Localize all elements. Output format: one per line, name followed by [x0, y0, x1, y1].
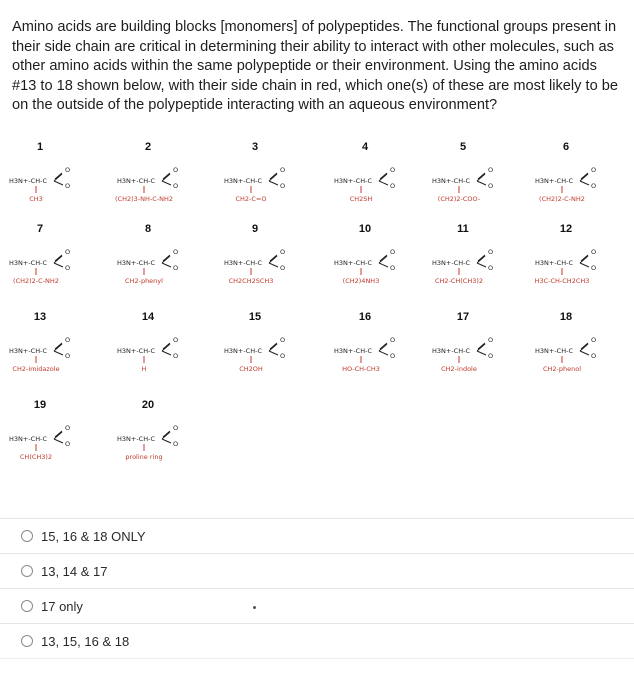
carboxyl-bonds [54, 255, 63, 267]
structure-number: 13 [33, 311, 47, 323]
option-2-label[interactable]: 13, 14 & 17 [41, 563, 108, 579]
amino-acid-15 [224, 311, 285, 373]
carboxylate-oxygen: O [173, 440, 179, 448]
option-2[interactable] [0, 553, 634, 588]
carbonyl-oxygen: O [65, 424, 71, 432]
option-3-label[interactable]: 17 only [41, 598, 83, 614]
carboxylate-oxygen: O [280, 352, 286, 360]
carboxylate-oxygen: O [488, 352, 494, 360]
backbone-label: H3N+-CH-C [224, 347, 262, 355]
backbone-label: H3N+-CH-C [9, 347, 47, 355]
carboxyl-bonds [54, 173, 63, 185]
backbone-label: H3N+-CH-C [224, 259, 262, 267]
option-1-label[interactable]: 15, 16 & 18 ONLY [41, 528, 146, 544]
carboxyl-bonds [477, 173, 486, 185]
side-chain-label: (CH2)2-C-NH2 [13, 277, 59, 285]
backbone-label: H3N+-CH-C [535, 177, 573, 185]
carboxyl-bonds [477, 343, 486, 355]
backbone-label: H3N+-CH-C [432, 177, 470, 185]
side-chain-label: H3C-CH-CH2CH3 [534, 277, 590, 285]
carboxyl-bonds [162, 343, 171, 355]
carboxylate-oxygen: O [488, 264, 494, 272]
option-4-radio[interactable] [21, 635, 33, 647]
side-chain-label: CH2-imidazole [12, 365, 60, 373]
carbonyl-oxygen: O [488, 248, 494, 256]
option-3-radio[interactable] [21, 600, 33, 612]
carbonyl-oxygen: O [390, 248, 396, 256]
carbonyl-oxygen: O [280, 336, 286, 344]
carboxyl-bonds [580, 255, 589, 267]
carboxyl-bonds [162, 431, 171, 443]
structure-number: 9 [251, 223, 259, 235]
amino-acid-18 [535, 311, 596, 373]
carboxyl-bonds [269, 343, 278, 355]
carbonyl-oxygen: O [173, 166, 179, 174]
side-chain-label: CH2OH [239, 365, 263, 373]
carboxyl-bonds [269, 173, 278, 185]
backbone-label: H3N+-CH-C [9, 259, 47, 267]
backbone-label: H3N+-CH-C [9, 177, 47, 185]
structure-number: 11 [457, 223, 469, 235]
backbone-label: H3N+-CH-C [535, 347, 573, 355]
question-text: Amino acids are building blocks [monomers] of polypeptides. The functional groups present in their side chain are critical in determining their ability to interact with other molecules, such as other amino acids within the same polypeptide or their environment. Using the amino acids #13 to 18 shown below, with their side chain in red, which one(s) of these are most likely to be on the outside of the polypeptide interacting with an aqueous environment? [12, 19, 618, 114]
structure-number: 14 [141, 311, 155, 323]
carbonyl-oxygen: O [488, 166, 494, 174]
structure-number: 20 [141, 399, 155, 411]
amino-acid-17 [432, 311, 493, 373]
carbonyl-oxygen: O [173, 248, 179, 256]
carbonyl-oxygen: O [390, 166, 396, 174]
side-chain-label: CH3 [29, 195, 43, 203]
backbone-label: H3N+-CH-C [334, 177, 372, 185]
carboxylate-oxygen: O [390, 264, 396, 272]
carboxylate-oxygen: O [591, 264, 597, 272]
carboxylate-oxygen: O [65, 352, 71, 360]
backbone-label: H3N+-CH-C [117, 259, 155, 267]
amino-acid-19 [9, 399, 70, 461]
structure-number: 12 [559, 223, 573, 235]
amino-acid-7 [9, 223, 70, 285]
side-chain-label: CH2-phenyl [125, 277, 163, 285]
side-chain-label: CH2-phenol [542, 365, 582, 373]
structure-number: 10 [358, 223, 372, 235]
carboxylate-oxygen: O [280, 264, 286, 272]
carboxylate-oxygen: O [591, 182, 597, 190]
option-1-radio[interactable] [21, 530, 33, 542]
side-chain-label: CH2-indole [441, 365, 477, 373]
amino-acid-structures-figure [8, 140, 628, 500]
amino-acid-20 [117, 399, 178, 461]
carboxyl-bonds [162, 173, 171, 185]
amino-acid-16 [334, 311, 395, 373]
side-chain-label: CH(CH3)2 [19, 453, 53, 461]
backbone-label: H3N+-CH-C [9, 435, 47, 443]
carboxyl-bonds [477, 255, 486, 267]
amino-acid-10 [334, 223, 395, 285]
side-chain-label: HO-CH-CH3 [342, 365, 380, 373]
structure-number: 4 [361, 141, 369, 153]
amino-acid-13 [9, 311, 70, 373]
structure-number: 8 [144, 223, 152, 235]
side-chain-label: (CH2)2-C-NH2 [539, 195, 585, 203]
option-4-label[interactable]: 13, 15, 16 & 18 [41, 633, 130, 649]
backbone-label: H3N+-CH-C [117, 435, 155, 443]
carboxyl-bonds [580, 343, 589, 355]
stray-mark [253, 606, 256, 609]
structure-number: 15 [248, 311, 262, 323]
option-3[interactable] [0, 588, 634, 623]
carbonyl-oxygen: O [65, 336, 71, 344]
carbonyl-oxygen: O [173, 336, 179, 344]
structures-svg [8, 140, 628, 500]
carboxyl-bonds [379, 343, 388, 355]
option-4[interactable] [0, 623, 634, 659]
backbone-label: H3N+-CH-C [334, 259, 372, 267]
carboxylate-oxygen: O [488, 182, 494, 190]
amino-acid-6 [535, 141, 596, 203]
carboxylate-oxygen: O [280, 182, 286, 190]
amino-acid-5 [432, 141, 493, 203]
side-chain-label: (CH2)3-NH-C-NH2 [115, 195, 173, 203]
side-chain-label: (CH2)2-COO- [437, 195, 481, 203]
amino-acid-11 [432, 223, 493, 285]
side-chain-label: CH2-CH(CH3)2 [434, 277, 484, 285]
carbonyl-oxygen: O [591, 336, 597, 344]
structure-number: 3 [251, 141, 259, 153]
carboxylate-oxygen: O [173, 182, 179, 190]
amino-acid-3 [224, 141, 285, 203]
carbonyl-oxygen: O [591, 248, 597, 256]
carboxylate-oxygen: O [173, 264, 179, 272]
structure-number: 1 [36, 141, 44, 153]
amino-acid-9 [224, 223, 285, 285]
structure-number: 5 [459, 141, 467, 153]
amino-acid-2 [115, 141, 178, 203]
structure-number: 2 [144, 141, 152, 153]
amino-acid-1 [9, 141, 70, 203]
amino-acid-14 [117, 311, 178, 373]
structure-number: 17 [456, 311, 470, 323]
carbonyl-oxygen: O [280, 248, 286, 256]
carboxylate-oxygen: O [591, 352, 597, 360]
carboxylate-oxygen: O [390, 352, 396, 360]
structure-number: 19 [33, 399, 47, 411]
carbonyl-oxygen: O [390, 336, 396, 344]
carboxylate-oxygen: O [65, 182, 71, 190]
carbonyl-oxygen: O [173, 424, 179, 432]
carboxylate-oxygen: O [65, 264, 71, 272]
backbone-label: H3N+-CH-C [117, 177, 155, 185]
carbonyl-oxygen: O [280, 166, 286, 174]
backbone-label: H3N+-CH-C [535, 259, 573, 267]
backbone-label: H3N+-CH-C [432, 259, 470, 267]
carboxylate-oxygen: O [173, 352, 179, 360]
carbonyl-oxygen: O [488, 336, 494, 344]
carboxylate-oxygen: O [65, 440, 71, 448]
carboxyl-bonds [379, 255, 388, 267]
structure-number: 6 [562, 141, 570, 153]
carboxyl-bonds [162, 255, 171, 267]
side-chain-label: CH2-C=O [235, 195, 267, 203]
carboxyl-bonds [54, 343, 63, 355]
carbonyl-oxygen: O [65, 248, 71, 256]
backbone-label: H3N+-CH-C [334, 347, 372, 355]
option-1[interactable] [0, 518, 634, 553]
carboxyl-bonds [379, 173, 388, 185]
amino-acid-12 [535, 223, 597, 285]
structure-number: 16 [358, 311, 372, 323]
amino-acid-8 [117, 223, 178, 285]
side-chain-label: proline ring [125, 453, 163, 461]
answer-options [0, 518, 634, 659]
carbonyl-oxygen: O [591, 166, 597, 174]
backbone-label: H3N+-CH-C [224, 177, 262, 185]
side-chain-label: H [141, 365, 147, 373]
option-2-radio[interactable] [21, 565, 33, 577]
carboxyl-bonds [580, 173, 589, 185]
carboxyl-bonds [54, 431, 63, 443]
carboxylate-oxygen: O [390, 182, 396, 190]
side-chain-label: CH2CH2SCH3 [228, 277, 274, 285]
side-chain-label: CH2SH [349, 195, 373, 203]
structure-number: 7 [36, 223, 44, 235]
backbone-label: H3N+-CH-C [432, 347, 470, 355]
backbone-label: H3N+-CH-C [117, 347, 155, 355]
carboxyl-bonds [269, 255, 278, 267]
amino-acid-4 [334, 141, 395, 203]
side-chain-label: (CH2)4NH3 [342, 277, 380, 285]
structure-number: 18 [559, 311, 573, 323]
carbonyl-oxygen: O [65, 166, 71, 174]
